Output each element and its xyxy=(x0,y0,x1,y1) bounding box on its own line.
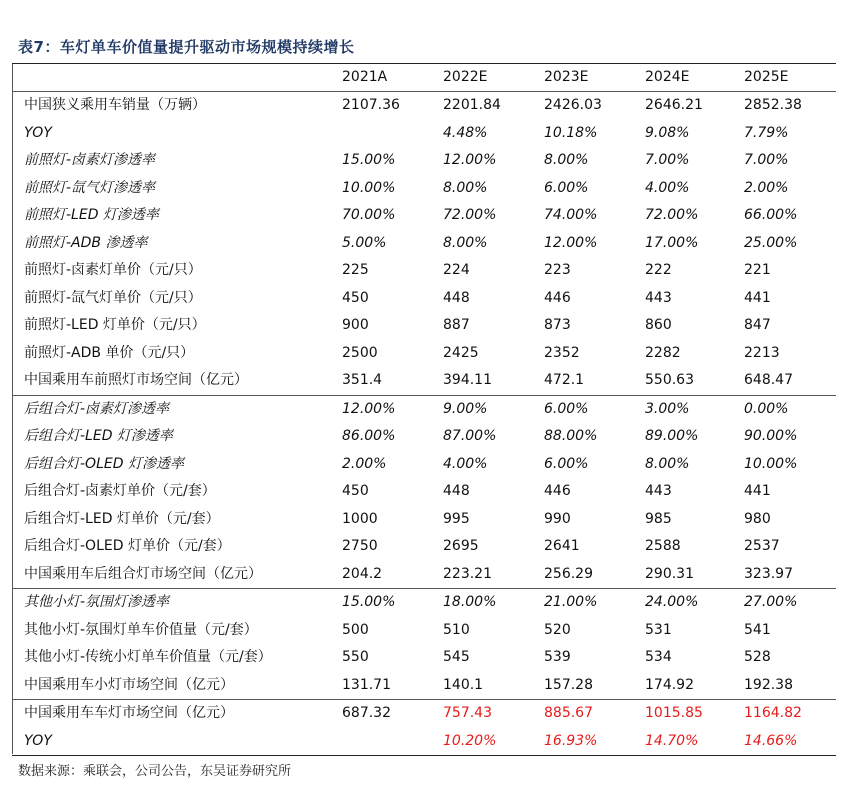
header-2021a: 2021A xyxy=(342,69,388,85)
cell-2024e: 174.92 xyxy=(645,676,694,693)
table-title: 表7：车灯单车价值量提升驱动市场规模持续增长 xyxy=(18,38,355,56)
row-label: 后组合灯-OLED 灯渗透率 xyxy=(24,455,184,472)
cell-2022e: 448 xyxy=(443,483,470,499)
cell-2021a: 550 xyxy=(342,649,369,665)
cell-2025e: 528 xyxy=(744,649,771,665)
cell-2021a: 2.00% xyxy=(342,455,387,472)
cell-2025e: 541 xyxy=(744,621,771,638)
row-label: 中国乘用车车灯市场空间（亿元） xyxy=(24,705,234,721)
cell-2025e: 323.97 xyxy=(744,565,793,582)
cell-2023e: 16.93% xyxy=(544,732,598,749)
table-row xyxy=(12,285,836,313)
row-label: 其他小灯-氛围灯单车价值量（元/套） xyxy=(24,621,258,638)
cell-2022e: 4.00% xyxy=(443,455,488,472)
cell-2023e: 885.67 xyxy=(544,705,593,721)
cell-2023e: 6.00% xyxy=(544,455,589,472)
table-row xyxy=(12,533,836,561)
row-label: YOY xyxy=(24,732,52,749)
table-row xyxy=(12,257,836,285)
cell-2022e: 12.00% xyxy=(443,152,497,168)
table-row xyxy=(12,478,836,506)
row-label: 后组合灯-OLED 灯单价（元/套） xyxy=(24,538,231,554)
cell-2021a: 1000 xyxy=(342,510,378,527)
cell-2023e: 12.00% xyxy=(544,234,598,251)
cell-2025e: 7.00% xyxy=(744,152,789,168)
row-label: 前照灯-LED 灯渗透率 xyxy=(24,207,159,223)
cell-2025e: 980 xyxy=(744,510,771,527)
table-row xyxy=(12,561,836,589)
cell-2025e: 192.38 xyxy=(744,676,793,693)
table-row xyxy=(12,230,836,258)
cell-2021a: 2750 xyxy=(342,538,378,554)
table-row xyxy=(12,175,836,203)
cell-2021a: 15.00% xyxy=(342,152,396,168)
cell-2022e: 18.00% xyxy=(443,594,497,610)
row-label: 前照灯-卤素灯单价（元/只） xyxy=(24,262,202,278)
cell-2023e: 256.29 xyxy=(544,565,593,582)
table-row xyxy=(12,451,836,479)
cell-2023e: 6.00% xyxy=(544,400,589,417)
table-row xyxy=(12,728,836,757)
cell-2021a: 86.00% xyxy=(342,428,396,444)
cell-2022e: 8.00% xyxy=(443,179,488,196)
cell-2024e: 4.00% xyxy=(645,179,690,196)
table-row xyxy=(12,147,836,175)
cell-2024e: 2282 xyxy=(645,344,681,361)
row-label: 前照灯-LED 灯单价（元/只） xyxy=(24,317,206,333)
cell-2024e: 550.63 xyxy=(645,372,694,388)
row-label: 后组合灯-LED 灯渗透率 xyxy=(24,428,173,444)
cell-2024e: 985 xyxy=(645,510,672,527)
cell-2024e: 89.00% xyxy=(645,428,699,444)
cell-2022e: 4.48% xyxy=(443,124,488,141)
cell-2025e: 2.00% xyxy=(744,179,789,196)
cell-2025e: 25.00% xyxy=(744,234,798,251)
cell-2023e: 2426.03 xyxy=(544,97,602,113)
cell-2024e: 8.00% xyxy=(645,455,690,472)
row-label: 前照灯-ADB 渗透率 xyxy=(24,234,148,251)
cell-2024e: 860 xyxy=(645,317,672,333)
cell-2021a: 15.00% xyxy=(342,594,396,610)
table-row xyxy=(12,367,836,395)
row-label: YOY xyxy=(24,124,52,141)
cell-2024e: 7.00% xyxy=(645,152,690,168)
cell-2023e: 6.00% xyxy=(544,179,589,196)
cell-2021a: 12.00% xyxy=(342,400,396,417)
table-row xyxy=(12,423,836,451)
cell-2021a: 70.00% xyxy=(342,207,396,223)
cell-2025e: 847 xyxy=(744,317,771,333)
cell-2021a: 204.2 xyxy=(342,565,383,582)
cell-2022e: 72.00% xyxy=(443,207,497,223)
table-row xyxy=(12,699,836,728)
cell-2024e: 3.00% xyxy=(645,400,690,417)
cell-2022e: 10.20% xyxy=(443,732,497,749)
cell-2021a: 450 xyxy=(342,483,369,499)
cell-2021a: 2107.36 xyxy=(342,97,400,113)
cell-2025e: 66.00% xyxy=(744,207,798,223)
cell-2025e: 10.00% xyxy=(744,455,798,472)
cell-2022e: 887 xyxy=(443,317,470,333)
cell-2021a: 5.00% xyxy=(342,234,387,251)
cell-2023e: 446 xyxy=(544,289,571,306)
cell-2022e: 995 xyxy=(443,510,470,527)
table-row xyxy=(12,644,836,672)
cell-2025e: 14.66% xyxy=(744,732,798,749)
cell-2021a: 687.32 xyxy=(342,705,391,721)
cell-2023e: 520 xyxy=(544,621,571,638)
cell-2021a: 500 xyxy=(342,621,369,638)
cell-2023e: 8.00% xyxy=(544,152,589,168)
header-2025e: 2025E xyxy=(744,69,789,85)
table-row xyxy=(12,672,836,700)
cell-2023e: 472.1 xyxy=(544,372,585,388)
cell-2024e: 72.00% xyxy=(645,207,699,223)
cell-2025e: 441 xyxy=(744,483,771,499)
table-row xyxy=(12,506,836,534)
row-label: 其他小灯-氛围灯渗透率 xyxy=(24,594,170,610)
table-row xyxy=(12,617,836,645)
cell-2022e: 448 xyxy=(443,289,470,306)
cell-2024e: 443 xyxy=(645,289,672,306)
cell-2023e: 223 xyxy=(544,262,571,278)
cell-2024e: 17.00% xyxy=(645,234,699,251)
cell-2022e: 510 xyxy=(443,621,470,638)
header-2024e: 2024E xyxy=(645,69,690,85)
cell-2022e: 8.00% xyxy=(443,234,488,251)
table-row xyxy=(12,340,836,368)
cell-2023e: 873 xyxy=(544,317,571,333)
cell-2022e: 223.21 xyxy=(443,565,492,582)
cell-2024e: 222 xyxy=(645,262,672,278)
row-label: 其他小灯-传统小灯单车价值量（元/套） xyxy=(24,649,272,665)
table-row xyxy=(12,120,836,148)
header-2023e: 2023E xyxy=(544,69,589,85)
cell-2021a: 131.71 xyxy=(342,676,391,693)
cell-2022e: 9.00% xyxy=(443,400,488,417)
cell-2021a: 351.4 xyxy=(342,372,383,388)
cell-2023e: 2641 xyxy=(544,538,580,554)
table-row xyxy=(12,395,836,424)
cell-2024e: 24.00% xyxy=(645,594,699,610)
source-note: 数据来源：乘联会，公司公告，东吴证券研究所 xyxy=(18,764,292,779)
table-header-row xyxy=(12,63,836,91)
row-label: 前照灯-ADB 单价（元/只） xyxy=(24,344,195,361)
cell-2025e: 648.47 xyxy=(744,372,793,388)
cell-2022e: 2695 xyxy=(443,538,479,554)
cell-2023e: 539 xyxy=(544,649,571,665)
cell-2022e: 2201.84 xyxy=(443,97,501,113)
cell-2025e: 1164.82 xyxy=(744,705,802,721)
row-label: 中国乘用车小灯市场空间（亿元） xyxy=(24,676,234,693)
cell-2024e: 443 xyxy=(645,483,672,499)
cell-2024e: 1015.85 xyxy=(645,705,703,721)
cell-2024e: 2588 xyxy=(645,538,681,554)
cell-2022e: 394.11 xyxy=(443,372,492,388)
cell-2022e: 545 xyxy=(443,649,470,665)
cell-2023e: 446 xyxy=(544,483,571,499)
cell-2025e: 2537 xyxy=(744,538,780,554)
cell-2023e: 2352 xyxy=(544,344,580,361)
cell-2021a: 2500 xyxy=(342,344,378,361)
cell-2022e: 757.43 xyxy=(443,705,492,721)
row-label: 后组合灯-LED 灯单价（元/套） xyxy=(24,510,220,527)
cell-2025e: 27.00% xyxy=(744,594,798,610)
row-label: 后组合灯-卤素灯单价（元/套） xyxy=(24,483,216,499)
cell-2022e: 140.1 xyxy=(443,676,484,693)
table-row xyxy=(12,312,836,340)
row-label: 中国乘用车后组合灯市场空间（亿元） xyxy=(24,565,262,582)
cell-2024e: 531 xyxy=(645,621,672,638)
cell-2025e: 2213 xyxy=(744,344,780,361)
row-label: 中国乘用车前照灯市场空间（亿元） xyxy=(24,372,248,388)
cell-2021a: 10.00% xyxy=(342,179,396,196)
cell-2025e: 221 xyxy=(744,262,771,278)
cell-2024e: 9.08% xyxy=(645,124,690,141)
cell-2021a: 450 xyxy=(342,289,369,306)
cell-2025e: 7.79% xyxy=(744,124,789,141)
cell-2025e: 0.00% xyxy=(744,400,789,417)
cell-2022e: 2425 xyxy=(443,344,479,361)
cell-2023e: 74.00% xyxy=(544,207,598,223)
row-label: 前照灯-氙气灯单价（元/只） xyxy=(24,289,202,306)
row-label: 前照灯-卤素灯渗透率 xyxy=(24,152,156,168)
cell-2023e: 157.28 xyxy=(544,676,593,693)
cell-2025e: 441 xyxy=(744,289,771,306)
table-row xyxy=(12,202,836,230)
cell-2025e: 90.00% xyxy=(744,428,798,444)
cell-2021a: 900 xyxy=(342,317,369,333)
table-row xyxy=(12,91,836,120)
cell-2021a: 225 xyxy=(342,262,369,278)
cell-2025e: 2852.38 xyxy=(744,97,802,113)
cell-2023e: 88.00% xyxy=(544,428,598,444)
cell-2024e: 14.70% xyxy=(645,732,699,749)
header-2022e: 2022E xyxy=(443,69,488,85)
data-table xyxy=(12,63,836,756)
cell-2023e: 10.18% xyxy=(544,124,598,141)
cell-2024e: 534 xyxy=(645,649,672,665)
row-label: 中国狭义乘用车销量（万辆） xyxy=(24,97,206,113)
cell-2024e: 290.31 xyxy=(645,565,694,582)
cell-2023e: 990 xyxy=(544,510,571,527)
cell-2022e: 224 xyxy=(443,262,470,278)
row-label: 后组合灯-卤素灯渗透率 xyxy=(24,400,170,417)
cell-2022e: 87.00% xyxy=(443,428,497,444)
table-row xyxy=(12,588,836,617)
row-label: 前照灯-氙气灯渗透率 xyxy=(24,179,156,196)
cell-2024e: 2646.21 xyxy=(645,97,703,113)
cell-2023e: 21.00% xyxy=(544,594,598,610)
